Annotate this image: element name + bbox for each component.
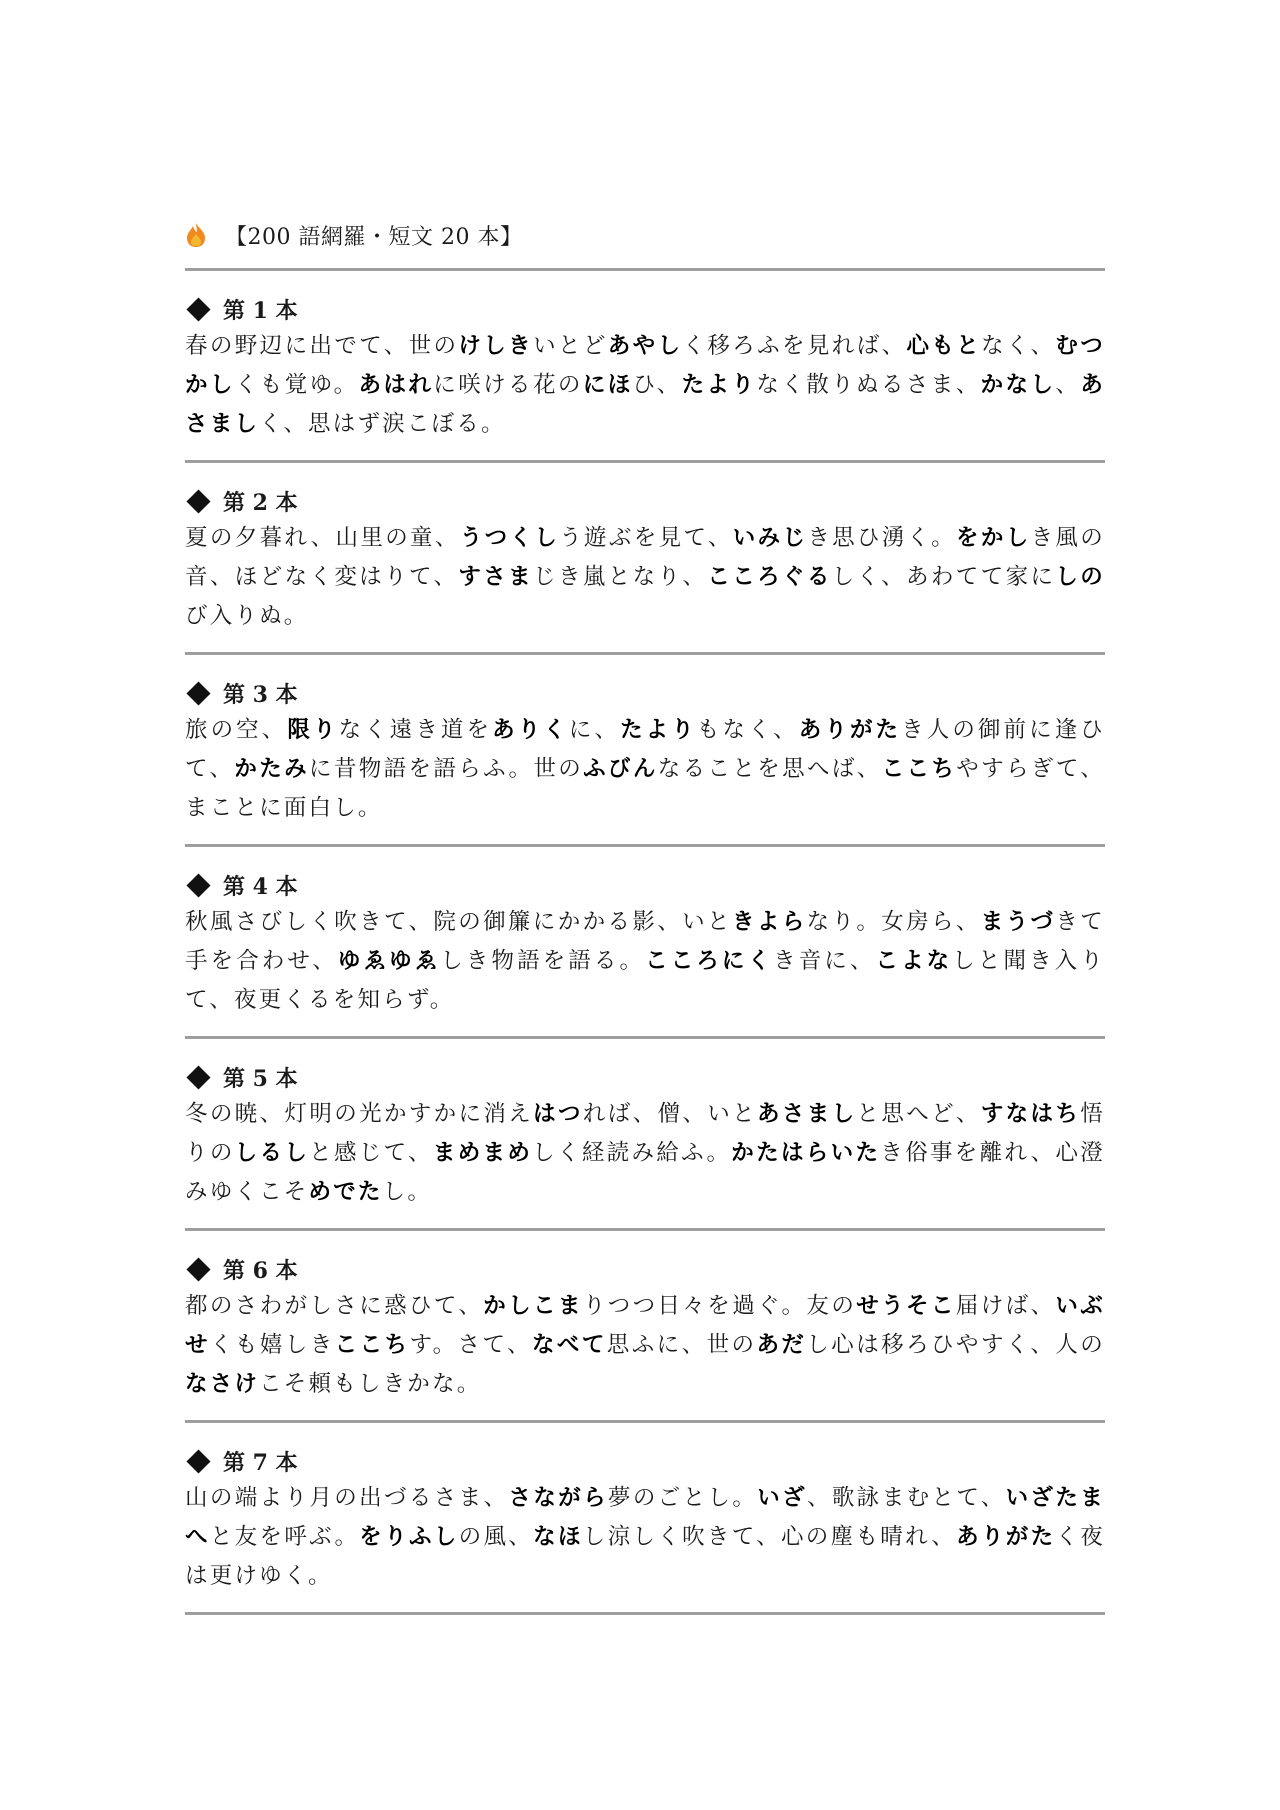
text-segment: ひ、 <box>632 372 682 398</box>
vocab-term: しの <box>1055 564 1105 590</box>
text-segment: く、思はず涙こぼる。 <box>259 411 506 437</box>
diamond-bullet-icon <box>186 873 210 897</box>
vocab-term: いみじ <box>732 525 808 551</box>
diamond-bullet-icon <box>186 1449 210 1473</box>
vocab-term: あさまし <box>756 1101 857 1127</box>
section-7 <box>185 1423 1105 1612</box>
section-2 <box>185 463 1105 652</box>
text-segment: き風の音、ほどなく変はりて、 <box>185 525 1105 590</box>
text-segment: く夜は更けゆく。 <box>185 1524 1105 1589</box>
vocab-term: にほ <box>582 372 633 398</box>
text-segment: に昔物語を語らふ。世の <box>308 756 584 782</box>
vocab-term: たより <box>681 372 757 398</box>
vocab-term: しるし <box>234 1140 310 1166</box>
vocab-term: あさまし <box>185 372 1106 437</box>
text-segment: と思へど、 <box>856 1101 981 1127</box>
text-segment: なり。女房ら、 <box>806 909 981 935</box>
text-segment: なく、 <box>981 333 1056 359</box>
vocab-term: なほ <box>533 1524 583 1550</box>
section-title-text: 第 5 本 <box>223 1065 298 1092</box>
vocab-term: こころにく <box>645 948 774 974</box>
section-body <box>185 327 1105 444</box>
document-header <box>185 210 1105 260</box>
section-title <box>185 293 1105 325</box>
vocab-term: こよな <box>875 948 953 974</box>
section-body <box>185 1287 1105 1404</box>
text-segment: に、 <box>568 717 621 743</box>
section-title <box>185 1061 1105 1093</box>
text-segment: と友を呼ぶ。 <box>209 1524 360 1550</box>
vocab-term: まめまめ <box>432 1140 533 1166</box>
vocab-term: かしこま <box>483 1293 583 1319</box>
flame-icon <box>185 222 207 248</box>
section-title-text: 第 6 本 <box>223 1257 298 1284</box>
text-segment: 夏の夕暮れ、山里の童、 <box>185 525 460 551</box>
diamond-bullet-icon <box>186 1065 210 1089</box>
text-segment: の風、 <box>458 1524 534 1550</box>
text-segment: しく経読み給ふ。 <box>532 1140 732 1166</box>
text-segment: しき物語を語る。 <box>440 948 646 974</box>
text-segment: 秋風さびしく吹きて、院の御簾にかかる影、いと <box>185 909 732 935</box>
vocab-term: かたはらいた <box>731 1140 881 1166</box>
section-body <box>185 1479 1105 1596</box>
text-segment: 旅の空、 <box>185 717 288 743</box>
section-body <box>185 903 1105 1020</box>
diamond-bullet-icon <box>186 681 210 705</box>
vocab-term: けしき <box>458 333 534 359</box>
text-segment: に咲ける花の <box>433 372 583 398</box>
vocab-term: 限り <box>287 717 339 743</box>
vocab-term: むつかし <box>185 333 1105 398</box>
text-segment: び入りぬ。 <box>185 603 309 629</box>
section-3 <box>185 655 1105 844</box>
text-segment: 、歌詠まむとて、 <box>807 1485 1006 1511</box>
text-segment: 、 <box>1055 372 1081 398</box>
section-6 <box>185 1231 1105 1420</box>
divider <box>185 1612 1105 1615</box>
text-segment: き音に、 <box>773 948 876 974</box>
section-title-text: 第 1 本 <box>223 297 298 324</box>
vocab-term: あやし <box>607 333 683 359</box>
vocab-term: すなはち <box>980 1101 1081 1127</box>
section-title <box>185 1445 1105 1477</box>
text-segment: 冬の暁、灯明の光かすかに消え <box>185 1101 534 1127</box>
vocab-term: せうそこ <box>856 1293 956 1319</box>
sections-container <box>185 271 1105 1615</box>
text-segment: こそ頼もしきかな。 <box>259 1371 482 1397</box>
section-title-text: 第 2 本 <box>223 489 298 516</box>
text-segment: 春の野辺に出でて、世の <box>185 333 459 359</box>
vocab-term: たより <box>620 717 697 743</box>
section-title-text: 第 7 本 <box>223 1449 298 1476</box>
diamond-bullet-icon <box>186 489 210 513</box>
section-title <box>185 485 1105 517</box>
section-body <box>185 519 1105 636</box>
vocab-term: はつ <box>533 1101 583 1127</box>
vocab-term: さながら <box>508 1485 608 1511</box>
text-segment: 都のさわがしさに惑ひて、 <box>185 1293 484 1319</box>
section-body <box>185 1095 1105 1212</box>
text-segment: くも嬉しき <box>209 1332 335 1358</box>
vocab-term: 心もと <box>906 333 982 359</box>
section-title <box>185 869 1105 901</box>
vocab-term: ゆゑゆゑ <box>337 948 441 974</box>
text-segment: 思ふに、世の <box>606 1332 757 1358</box>
vocab-term: をかし <box>956 525 1031 551</box>
vocab-term: こころぐる <box>707 564 832 590</box>
vocab-term: なべて <box>531 1332 607 1358</box>
text-segment: 届けば、 <box>955 1293 1056 1319</box>
text-segment: きて手を合わせ、 <box>185 909 1106 974</box>
text-segment: く移ろふを見れば、 <box>682 333 907 359</box>
vocab-term: いぶせ <box>185 1293 1105 1358</box>
text-segment: き俗事を離れ、心澄みゆくこそ <box>185 1140 1105 1205</box>
text-segment: りつつ日々を過ぐ。友の <box>582 1293 857 1319</box>
vocab-term: かなし <box>980 372 1056 398</box>
text-segment: し。 <box>382 1179 433 1205</box>
text-segment: なることを思へば、 <box>657 756 882 782</box>
text-segment: と感じて、 <box>309 1140 433 1166</box>
text-segment: す。さて、 <box>409 1332 532 1358</box>
document-page <box>185 210 1105 1615</box>
text-segment: なく遠き道を <box>338 717 493 743</box>
text-segment: 夢のごとし。 <box>607 1485 758 1511</box>
vocab-term: あはれ <box>358 372 434 398</box>
text-segment: いと <box>533 333 583 359</box>
vocab-term: ありがた <box>956 1524 1056 1550</box>
section-4 <box>185 847 1105 1036</box>
document-title: 【200 語網羅・短文 20 本】 <box>225 224 523 250</box>
section-body <box>185 711 1105 828</box>
vocab-term: うつくし <box>459 525 560 551</box>
vocab-term: ありく <box>492 717 569 743</box>
vocab-term: なさけ <box>185 1371 260 1397</box>
text-segment: じき嵐となり、 <box>533 564 708 590</box>
vocab-term: ここち <box>881 756 957 782</box>
text-segment: き人の御前に逢ひて、 <box>185 717 1105 782</box>
diamond-bullet-icon <box>186 297 210 321</box>
text-segment: 山の端より月の出づるさま、 <box>185 1485 509 1511</box>
section-title <box>185 677 1105 709</box>
section-5 <box>185 1039 1105 1228</box>
text-segment: き思ひ湧く。 <box>807 525 956 551</box>
section-title-text: 第 4 本 <box>223 873 298 900</box>
vocab-term: すさま <box>458 564 534 590</box>
text-segment: くも覚ゆ。 <box>234 372 359 398</box>
vocab-term: をりふし <box>359 1524 459 1550</box>
text-segment: う遊ぶを見て、 <box>559 525 733 551</box>
section-title <box>185 1253 1105 1285</box>
text-segment: し涼しく吹きて、心の塵も晴れ、 <box>582 1524 957 1550</box>
text-segment: なく散りぬるさま、 <box>756 372 981 398</box>
vocab-term: あだ <box>756 1332 807 1358</box>
vocab-term: いざたまへ <box>185 1485 1105 1550</box>
vocab-term: ありがた <box>798 717 902 743</box>
section-1 <box>185 271 1105 460</box>
vocab-term: かたみ <box>234 756 309 782</box>
text-segment: やすらぎて、まことに面白し。 <box>185 756 1105 821</box>
text-segment: しと聞き入りて、夜更くるを知らず。 <box>185 948 1105 1013</box>
vocab-term: ふびん <box>583 756 658 782</box>
text-segment: れば、僧、いと <box>582 1101 757 1127</box>
text-segment: 悟りの <box>185 1101 1105 1166</box>
vocab-term: いざ <box>757 1485 808 1511</box>
vocab-term: ここち <box>334 1332 410 1358</box>
vocab-term: めでた <box>308 1179 383 1205</box>
text-segment: もなく、 <box>696 717 799 743</box>
text-segment: しく、あわてて家に <box>831 564 1056 590</box>
text-segment: ど <box>582 333 608 359</box>
vocab-term: きよら <box>731 909 807 935</box>
section-title-text: 第 3 本 <box>223 681 298 708</box>
text-segment: し心は移ろひやすく、人の <box>806 1332 1105 1358</box>
vocab-term: まうづ <box>980 909 1056 935</box>
diamond-bullet-icon <box>186 1257 210 1281</box>
